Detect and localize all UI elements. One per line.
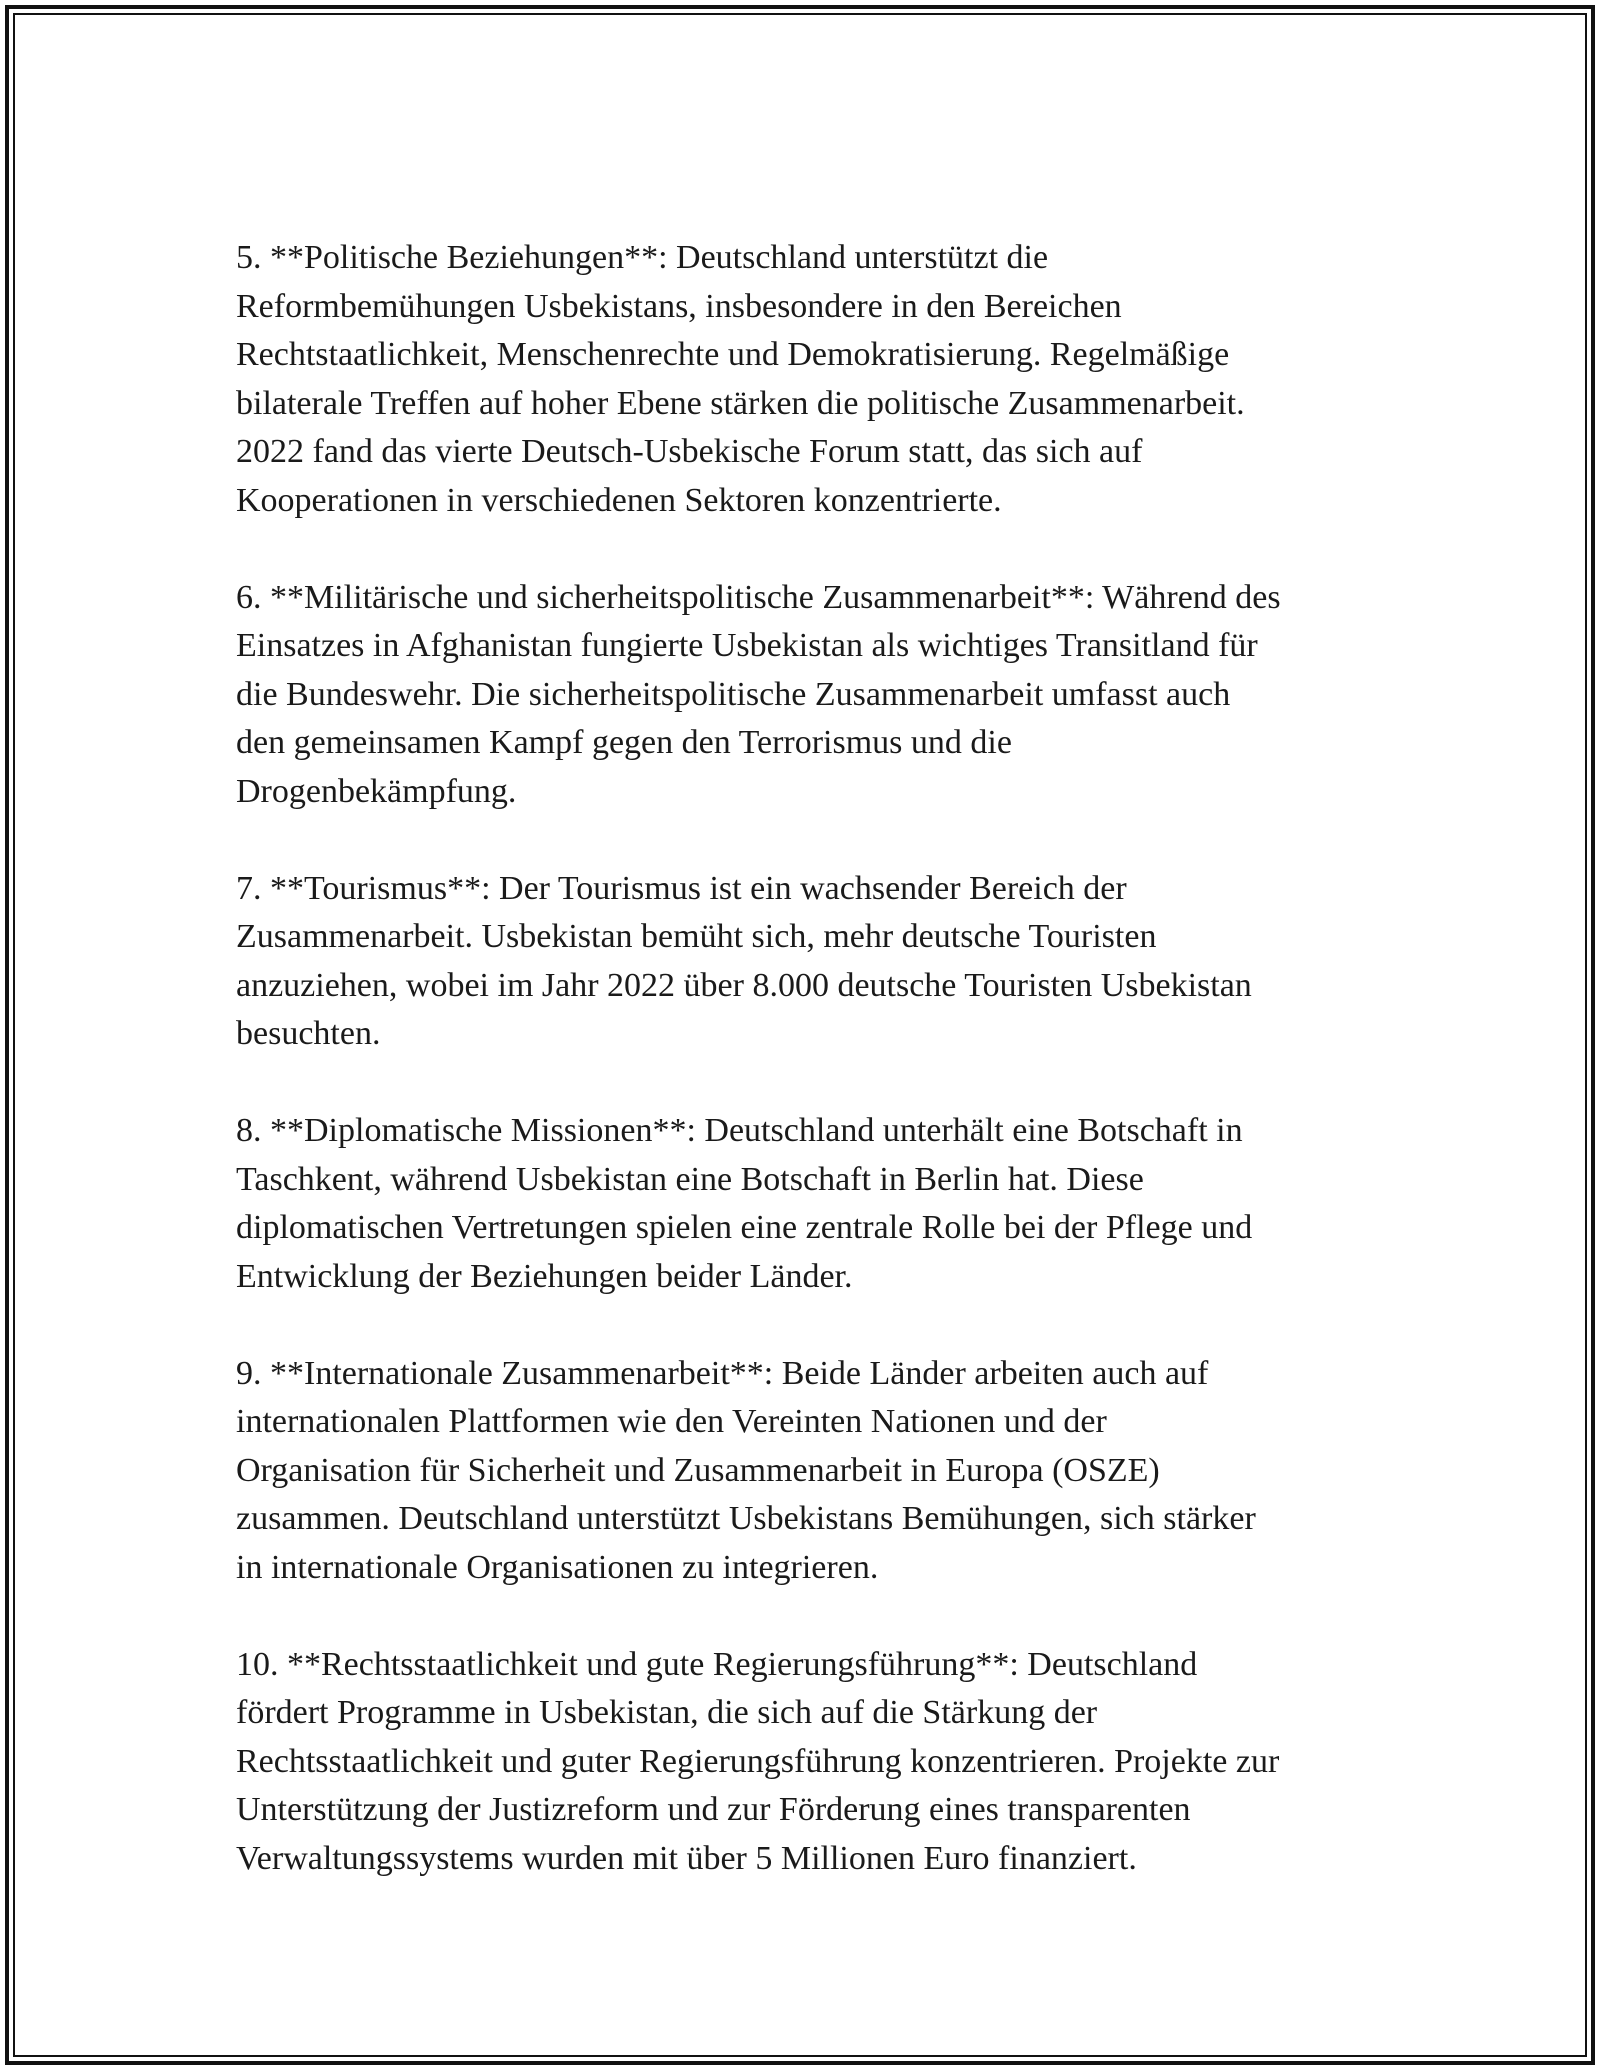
paragraph-item-9: 9. **Internationale Zusammenarbeit**: Beide Länder arbeiten auch auf internationalen Plattformen wie den Vereinten Nationen und der Organisation für Sicherheit und Zusammenarbeit in Europa (OSZE) zusammen. Deutschland unterstützt Usbekistans Bemühungen, sich stärker in internationale Organisationen zu integrieren. — [236, 1354, 1256, 1586]
paragraph-item-8: 8. **Diplomatische Missionen**: Deutschland unterhält eine Botschaft in Taschkent, während Usbekistan eine Botschaft in Berlin hat. Diese diplomatischen Vertretungen spielen eine zentrale Rolle bei der Pflege und Entwicklung der Beziehungen beider Länder. — [236, 1112, 1253, 1295]
document-body — [236, 234, 1376, 1883]
paragraph-item-5: 5. **Politische Beziehungen**: Deutschland unterstützt die Reformbemühungen Usbekistans, insbesondere in den Bereichen Rechtstaatlichkeit, Menschenrechte und Demokratisierung. Regelmäßige bilaterale Treffen auf hoher Ebene stärken die politische Zusammenarbeit. 2022 fand das vierte Deutsch-Usbekische Forum statt, das sich auf Kooperationen in verschiedenen Sektoren konzentrierte. — [236, 239, 1245, 519]
paragraph-item-6: 6. **Militärische und sicherheitspolitische Zusammenarbeit**: Während des Einsatzes in Afghanistan fungierte Usbekistan als wichtiges Transitland für die Bundeswehr. Die sicherheitspolitische Zusammenarbeit umfasst auch den gemeinsamen Kampf gegen den Terrorismus und die Drogenbekämpfung. — [236, 578, 1281, 810]
paragraph-item-10: 10. **Rechtsstaatlichkeit und gute Regierungsführung**: Deutschland fördert Programme in Usbekistan, die sich auf die Stärkung der Rechtsstaatlichkeit und guter Regierungsführung konzentrieren. Projekte zur Unterstützung der Justizreform und zur Förderung eines transparenten Verwaltungssystems wurden mit über 5 Millionen Euro finanziert. — [236, 1645, 1280, 1877]
paragraph-item-7: 7. **Tourismus**: Der Tourismus ist ein wachsender Bereich der Zusammenarbeit. Usbekistan bemüht sich, mehr deutsche Touristen anzuziehen, wobei im Jahr 2022 über 8.000 deutsche Touristen Usbekistan besuchten. — [236, 869, 1252, 1052]
